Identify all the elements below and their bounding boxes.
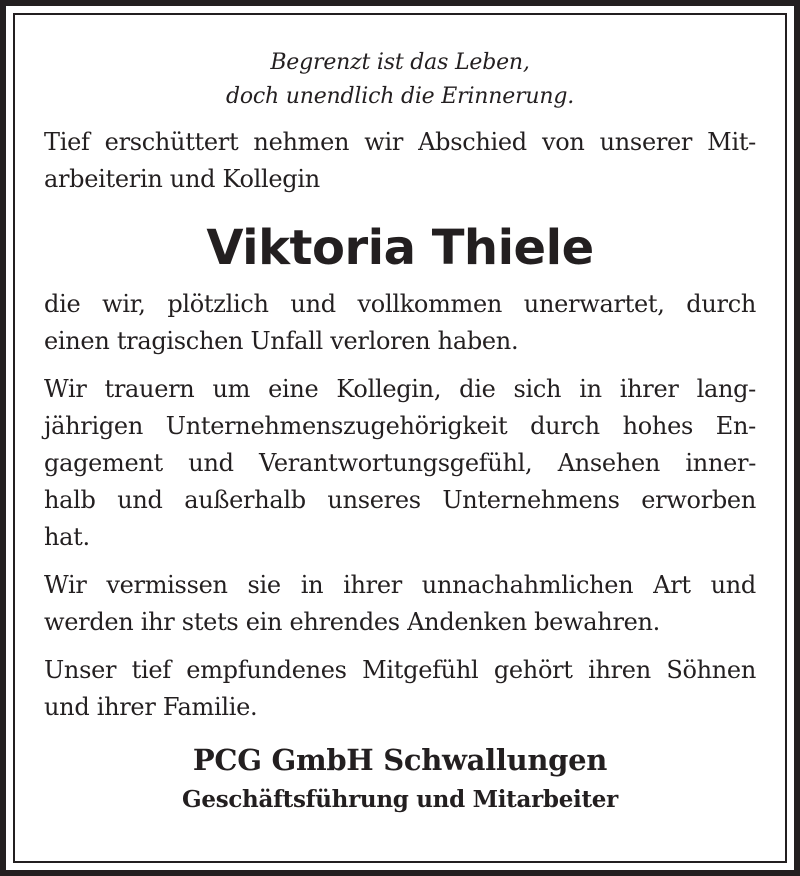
- motto-line-1: Begrenzt ist das Leben,: [270, 50, 530, 75]
- company-name: PCG GmbH Schwallungen: [192, 743, 608, 777]
- circumstances-paragraph: [44, 286, 756, 360]
- tribute-line-3: gagement und Verantwortungsgefühl, Ansehen inner-: [44, 449, 756, 477]
- intro-paragraph: [44, 124, 756, 198]
- deceased-name: Viktoria Thiele: [206, 220, 594, 276]
- condolence-line-2: und ihrer Familie.: [44, 693, 258, 721]
- motto-line-2: doch unendlich die Erinnerung.: [225, 84, 574, 109]
- signoff-line: Geschäftsführung und Mitarbeiter: [182, 786, 618, 813]
- remembrance-line-2: werden ihr stets ein ehrendes Andenken bewahren.: [44, 608, 661, 636]
- tribute-paragraph: [44, 371, 756, 556]
- tribute-line-4: halb und außerhalb unseres Unternehmens erworben: [44, 486, 756, 514]
- intro-line-2: arbeiterin und Kollegin: [44, 165, 320, 193]
- remembrance-line-1: Wir vermissen sie in ihrer unnachahmlichen Art und: [44, 571, 756, 599]
- circumstances-line-2: einen tragischen Unfall verloren haben.: [44, 327, 519, 355]
- obituary-notice: [44, 46, 756, 818]
- condolence-paragraph: [44, 652, 756, 726]
- tribute-line-5: hat.: [44, 523, 90, 551]
- tribute-line-2: jährigen Unternehmenszugehörigkeit durch hohes En-: [44, 412, 756, 440]
- tribute-line-1: Wir trauern um eine Kollegin, die sich in ihrer lang-: [44, 375, 756, 403]
- intro-line-1: Tief erschüttert nehmen wir Abschied von unserer Mit-: [44, 128, 756, 156]
- circumstances-line-1: die wir, plötzlich und vollkommen unerwartet, durch: [44, 290, 756, 318]
- condolence-line-1: Unser tief empfundenes Mitgefühl gehört ihren Söhnen: [44, 656, 756, 684]
- remembrance-paragraph: [44, 567, 756, 641]
- motto-verse: [44, 46, 756, 114]
